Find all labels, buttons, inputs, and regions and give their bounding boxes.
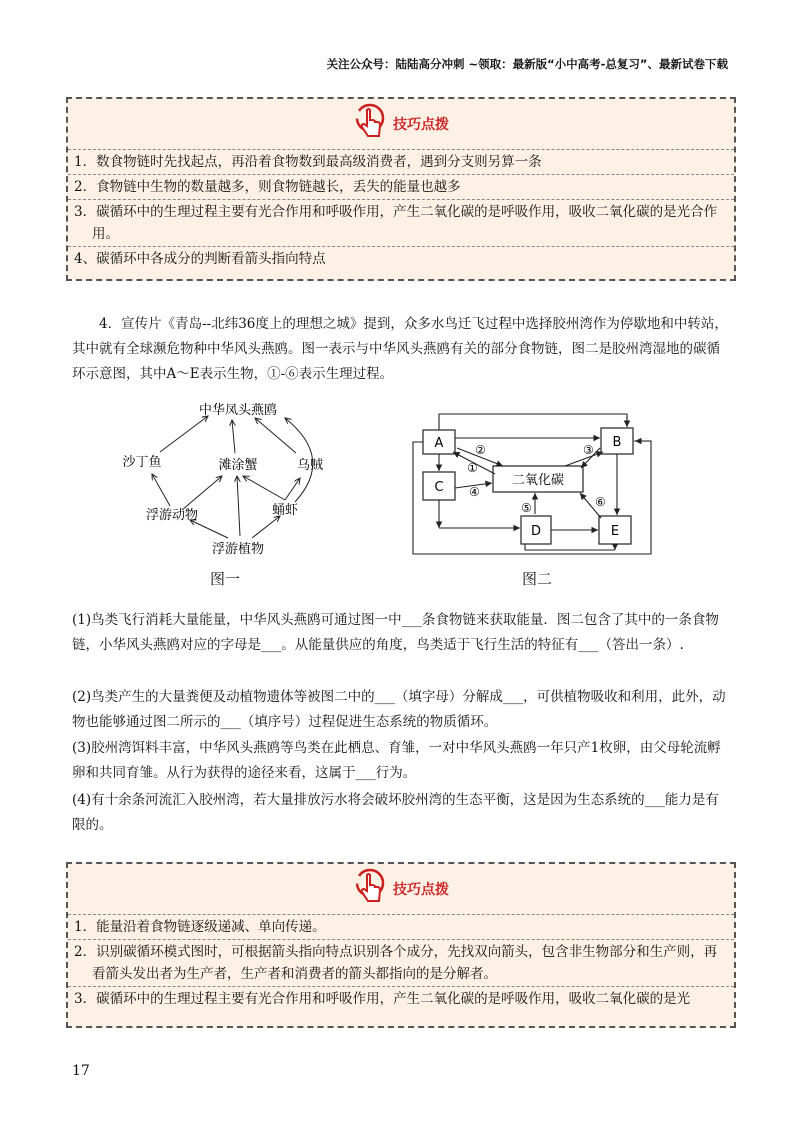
process-3: ③ [583,443,594,457]
node-zooplankton: 浮游动物 [145,508,199,523]
sub-question-4: (4)有十余条河流汇入胶州湾，若大量排放污水将会破坏胶州湾的生态平衡，这是因为生态系统的___能力是有限的。 [72,792,719,833]
process-1: ① [467,461,478,475]
process-5: ⑤ [521,501,532,515]
node-phytoplankton: 浮游植物 [211,542,265,557]
page-number: 17 [72,1063,90,1079]
tip2-item: 3．碳循环中的生理过程主要有光合作用和呼吸作用，产生二氧化碳的是呼吸作用，吸收二氧化碳的是光 [68,986,734,1011]
process-6: ⑥ [595,495,606,509]
tip1-item: 2．食物链中生物的数量越多，则食物链越长，丢失的能量也越多 [68,174,734,199]
node-co2: 二氧化碳 [511,473,565,488]
question-intro: 4．宣传片《青岛--北纬36度上的理想之城》提到，众多水鸟迁飞过程中选择胶州湾作为停歇地和中转站，其中就有全球濒危物种中华风头燕鸥。图一表示与中华风头燕鸥有关的部分食物链，图二是胶州湾湿地的碳循环示意图，其中A～E表示生物，①-⑥表示生理过程。 [72,316,728,382]
tip1-item: 3．碳循环中的生理过程主要有光合作用和呼吸作用，产生二氧化碳的是呼吸作用，吸收二氧化碳的是光合作用。 [68,199,734,246]
tip-title-2 [68,864,734,914]
tip-title-text: 技巧点拨 [393,117,449,133]
tip-title-1 [68,99,734,149]
tip-box-2 [66,862,736,1028]
node-top-predator: 中华凤头燕鸥 [198,403,278,418]
tip-box-1 [66,97,736,281]
tip2-item: 2．识别碳循环模式图时，可根据箭头指向特点识别各个成分，先找双向箭头，包含非生物部分和生产则，再看箭头发出者为生产者，生产者和消费者的箭头都指向的是分解者。 [68,939,734,986]
sub-question-1: (1)鸟类飞行消耗大量能量，中华风头燕鸥可通过图一中___条食物链来获取能量．图二包含了其中的一条食物链，小华风头燕鸥对应的字母是___。从能量供应的角度，鸟类适于飞行生活的特征有___（答出一条）. [72,612,719,653]
question-4 [72,312,732,387]
figure-2-carbon-cycle [405,408,665,562]
process-4: ④ [469,485,480,499]
node-d: D [530,524,542,539]
figure-2-caption: 图二 [522,570,553,588]
sub-question-3: (3)胶州湾饵料丰富，中华风头燕鸥等鸟类在此栖息、育雏，一对中华风头燕鸥一年只产1枚卵，由父母轮流孵卵和共同育雏。从行为获得的途径来看，这属于___行为。 [72,740,721,781]
process-2: ② [475,443,486,457]
node-a: A [434,436,444,451]
node-squid: 乌贼 [296,458,324,473]
page-header: 关注公众号：陆陆高分冲刺 ~领取：最新版“小中高考-总复习”、最新试卷下载 [326,57,728,71]
node-e: E [610,524,620,539]
figure-1-caption: 图一 [210,570,241,588]
tip2-item: 1．能量沿着食物链逐级递减、单向传递。 [68,914,734,939]
tip-title-text: 技巧点拨 [393,882,449,898]
node-crab: 滩涂蟹 [218,458,258,473]
node-sardine: 沙丁鱼 [122,455,162,470]
tip1-item: 4、碳循环中各成分的判断看箭头指向特点 [68,246,734,271]
node-c: C [434,480,444,495]
pointing-hand-icon [353,102,387,146]
node-b: B [612,435,622,450]
node-shrimp: 蛹虾 [271,503,299,518]
pointing-hand-icon [353,867,387,911]
figure-1-food-web [120,398,360,564]
tip1-item: 1．数食物链时先找起点，再沿着食物数到最高级消费者，遇到分支则另算一条 [68,149,734,174]
sub-question-2: (2)鸟类产生的大量粪便及动植物遗体等被图二中的___（填字母）分解成___，可供植物吸收和利用，此外，动物也能够通过图二所示的___（填序号）过程促进生态系统的物质循环。 [72,689,726,730]
